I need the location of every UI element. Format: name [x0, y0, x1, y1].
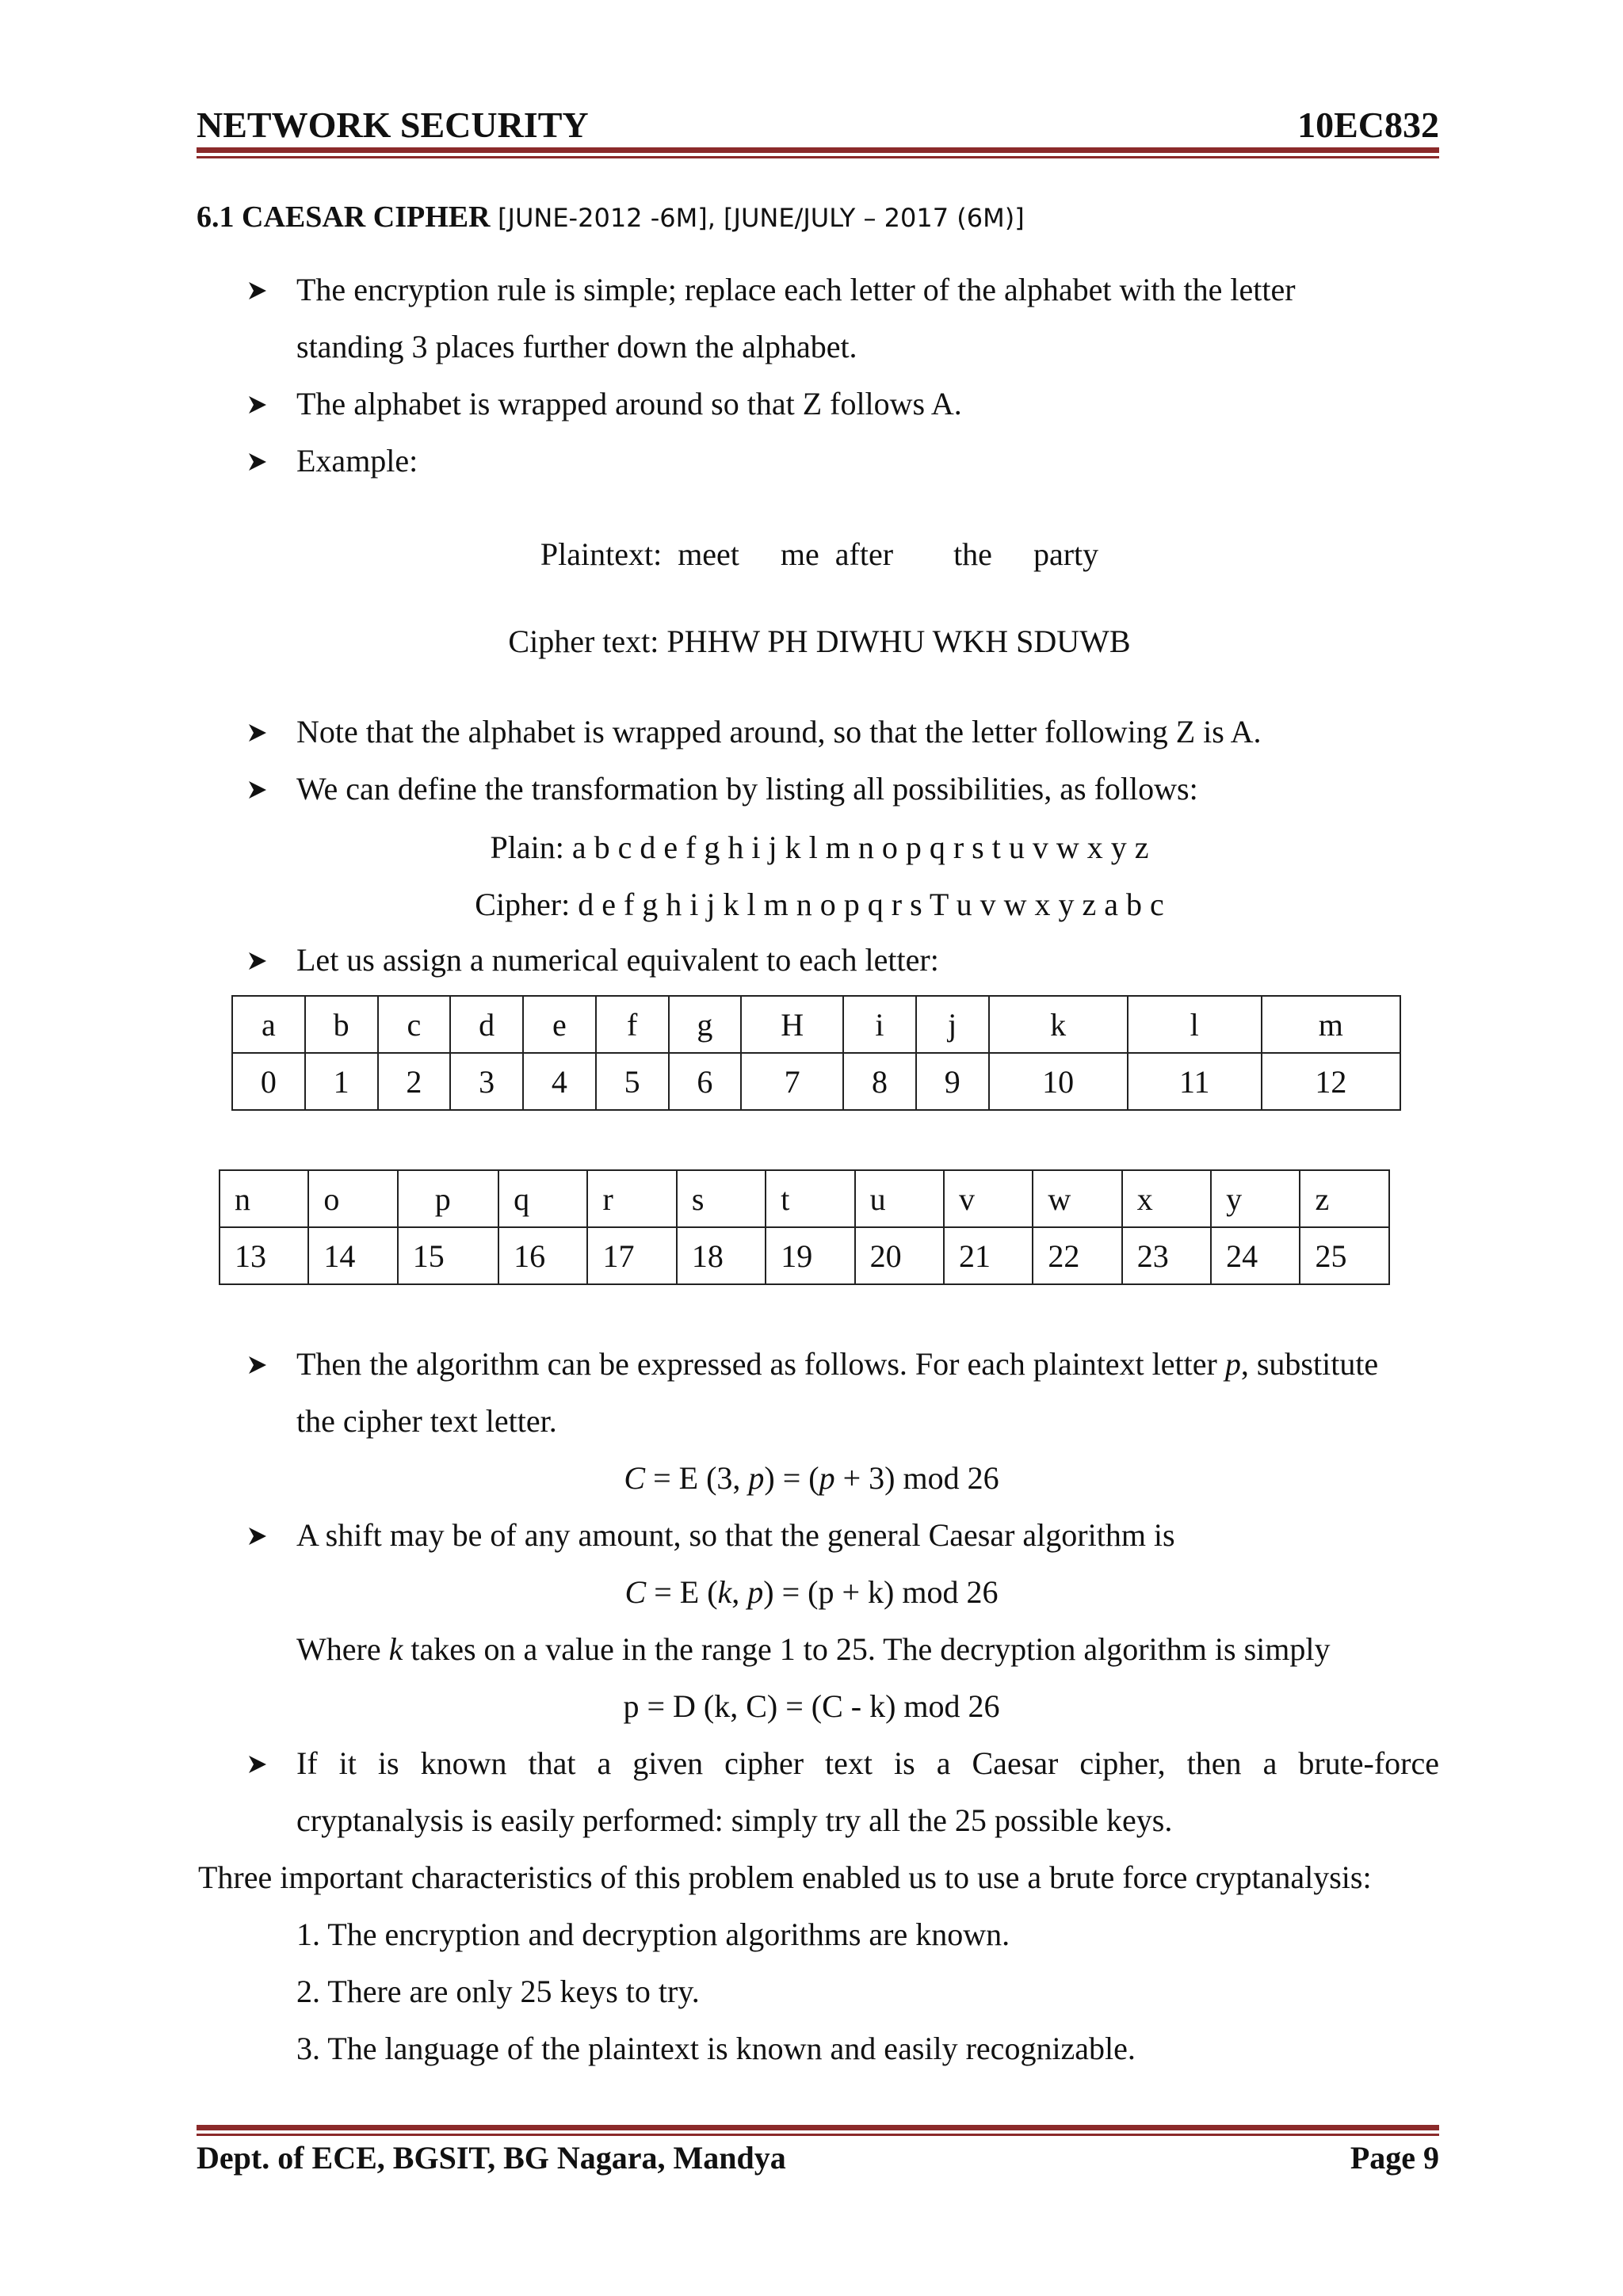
table-cell: 3	[450, 1053, 523, 1110]
table-cell: y	[1211, 1170, 1300, 1227]
summary-item-1: 1. The encryption and decryption algorithms are known.	[296, 1917, 1010, 1952]
header-title: NETWORK SECURITY	[197, 105, 589, 145]
bullet-arrow-icon	[247, 723, 268, 743]
table-cell: t	[766, 1170, 854, 1227]
table-cell: 4	[523, 1053, 596, 1110]
table-cell: H	[741, 996, 843, 1053]
table-cell: w	[1033, 1170, 1121, 1227]
table-cell: m	[1262, 996, 1400, 1053]
summary-item-3: 3. The language of the plaintext is known and easily recognizable.	[296, 2031, 1136, 2066]
table-cell: q	[498, 1170, 587, 1227]
bullet-example: Example:	[247, 433, 1436, 490]
page-footer	[197, 2139, 1439, 2176]
table-cell: 13	[220, 1227, 308, 1284]
bullet-shift: A shift may be of any amount, so that the general Caesar algorithm is	[247, 1507, 1439, 1564]
table-cell: 6	[669, 1053, 742, 1110]
summary-intro: Three important characteristics of this problem enabled us to use a brute force cryptanalysis:	[198, 1859, 1372, 1895]
table-cell: k	[989, 996, 1128, 1053]
table-cell: u	[855, 1170, 944, 1227]
table-row-letters	[232, 996, 1400, 1053]
table-cell: p	[398, 1170, 498, 1227]
table-row-numbers	[220, 1227, 1389, 1284]
table-cell: 10	[989, 1053, 1128, 1110]
header-course-code: 10EC832	[1297, 105, 1439, 145]
table-cell: 12	[1262, 1053, 1400, 1110]
table-cell: 9	[916, 1053, 989, 1110]
letter-number-table-1	[231, 995, 1401, 1111]
bullet-arrow-icon	[247, 1754, 268, 1775]
table-cell: n	[220, 1170, 308, 1227]
table-cell: g	[669, 996, 742, 1053]
table-cell: 25	[1300, 1227, 1389, 1284]
table-cell: 8	[843, 1053, 916, 1110]
example-ciphertext: Cipher text: PHHW PH DIWHU WKH SDUWB	[508, 624, 1131, 659]
table-cell: 24	[1211, 1227, 1300, 1284]
table-row-letters	[220, 1170, 1389, 1227]
table-cell: 16	[498, 1227, 587, 1284]
table-cell: s	[677, 1170, 766, 1227]
table-cell: v	[944, 1170, 1033, 1227]
table-cell: i	[843, 996, 916, 1053]
example-plaintext: Plaintext: meet me after the party	[540, 536, 1099, 572]
section-heading: 6.1 CAESAR CIPHER	[197, 200, 491, 234]
bullet-numerical: Let us assign a numerical equivalent to each letter:	[247, 932, 1436, 989]
footer-rule	[197, 2125, 1439, 2136]
section-exam-refs: [JUNE-2012 -6M], [JUNE/JULY – 2017 (6M)]	[498, 203, 1025, 233]
table-cell: f	[596, 996, 669, 1053]
formula-encrypt-k: C = E (k, p) = (p + k) mod 26	[624, 1574, 999, 1610]
bullet-arrow-icon	[247, 452, 268, 472]
table-cell: 15	[398, 1227, 498, 1284]
table-cell: 22	[1033, 1227, 1121, 1284]
bullet-algorithm: Then the algorithm can be expressed as follows. For each plaintext letter p, substitute the cipher text letter.	[247, 1336, 1439, 1450]
bullet-arrow-icon	[247, 1355, 268, 1375]
table-cell: 1	[305, 1053, 378, 1110]
summary-item-2: 2. There are only 25 keys to try.	[296, 1974, 700, 2009]
section-title	[197, 200, 1025, 235]
table-row-numbers	[232, 1053, 1400, 1110]
bullet-wrap-around: The alphabet is wrapped around so that Z follows A.	[247, 376, 1436, 433]
bullet-transformation: We can define the transformation by listing all possibilities, as follows:	[247, 761, 1436, 818]
table-cell: r	[587, 1170, 676, 1227]
footer-department: Dept. of ECE, BGSIT, BG Nagara, Mandya	[197, 2140, 786, 2176]
bullet-arrow-icon	[247, 951, 268, 971]
table-cell: l	[1128, 996, 1262, 1053]
table-cell: c	[378, 996, 451, 1053]
table-cell: b	[305, 996, 378, 1053]
bullet-arrow-icon	[247, 780, 268, 800]
table-cell: 18	[677, 1227, 766, 1284]
bullet-arrow-icon	[247, 1526, 268, 1547]
table-cell: 19	[766, 1227, 854, 1284]
page-number: Page 9	[1350, 2140, 1439, 2176]
table-cell: d	[450, 996, 523, 1053]
page-header	[197, 95, 1439, 146]
header-rule	[197, 147, 1439, 158]
table-cell: 23	[1122, 1227, 1211, 1284]
bullet-brute-force: If it is known that a given cipher text is a Caesar cipher, then a brute-force cryptanalysis is easily performed: simply try all the 25 possible keys.	[247, 1735, 1439, 1849]
bullet-note-wrap: Note that the alphabet is wrapped around, so that the letter following Z is A.	[247, 704, 1436, 761]
table-cell: a	[232, 996, 305, 1053]
where-k-text: Where k takes on a value in the range 1 to 25. The decryption algorithm is simply	[296, 1631, 1331, 1667]
bullet-arrow-icon	[247, 395, 268, 415]
table-cell: z	[1300, 1170, 1389, 1227]
table-cell: 11	[1128, 1053, 1262, 1110]
formula-decrypt: p = D (k, C) = (C - k) mod 26	[623, 1688, 1000, 1724]
table-cell: 14	[308, 1227, 397, 1284]
formula-encrypt-3: C = E (3, p) = (p + 3) mod 26	[624, 1460, 999, 1496]
table-cell: 2	[378, 1053, 451, 1110]
letter-number-table-2	[219, 1169, 1390, 1285]
table-cell: j	[916, 996, 989, 1053]
table-cell: 7	[741, 1053, 843, 1110]
table-cell: o	[308, 1170, 397, 1227]
table-cell: 5	[596, 1053, 669, 1110]
mapping-plain: Plain: a b c d e f g h i j k l m n o p q r s t u v w x y z	[490, 830, 1149, 865]
mapping-cipher: Cipher: d e f g h i j k l m n o p q r s T u v w x y z a b c	[475, 887, 1164, 922]
table-cell: 0	[232, 1053, 305, 1110]
table-cell: 20	[855, 1227, 944, 1284]
table-cell: 17	[587, 1227, 676, 1284]
table-cell: 21	[944, 1227, 1033, 1284]
table-cell: e	[523, 996, 596, 1053]
bullet-arrow-icon	[247, 280, 268, 301]
table-cell: x	[1122, 1170, 1211, 1227]
bullet-encryption-rule: The encryption rule is simple; replace each letter of the alphabet with the letter standing 3 places further down the alphabet.	[247, 261, 1436, 376]
